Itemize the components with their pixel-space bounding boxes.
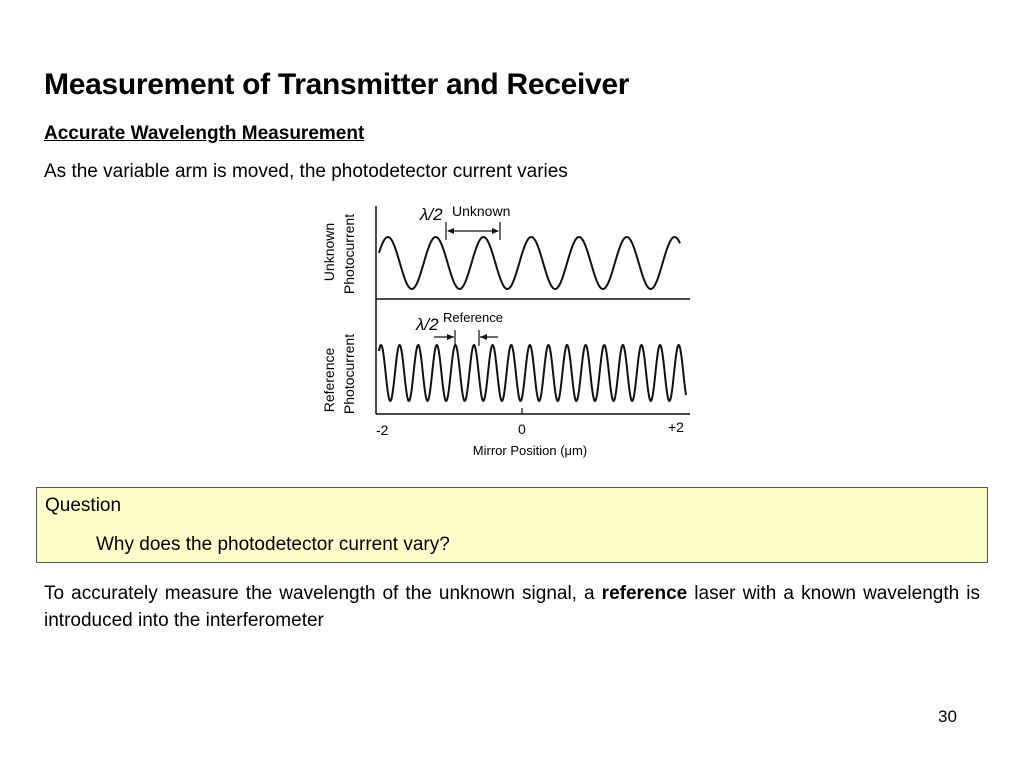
top-lambda-half-symbol: λ/2 bbox=[420, 205, 443, 224]
x-axis-label: Mirror Position (μm) bbox=[472, 443, 588, 458]
bottom-arrowhead-left bbox=[447, 334, 454, 340]
unknown-photocurrent-wave bbox=[379, 237, 680, 289]
section-subtitle: Accurate Wavelength Measurement bbox=[44, 123, 365, 144]
tick-label-right: +2 bbox=[668, 419, 684, 435]
page-number: 30 bbox=[938, 707, 957, 726]
top-arrowhead-left bbox=[447, 228, 454, 234]
question-label: Question bbox=[45, 495, 122, 516]
paragraph-before: To accurately measure the wavelength of the unknown signal, a bbox=[44, 583, 602, 604]
top-ylabel-line1: Unknown bbox=[321, 222, 337, 282]
question-box bbox=[36, 487, 988, 563]
bottom-ylabel-line2: Photocurrent bbox=[341, 333, 357, 415]
body-paragraph bbox=[44, 580, 980, 634]
paragraph-bold-term: reference bbox=[601, 583, 688, 604]
tick-label-left: -2 bbox=[376, 422, 389, 438]
bottom-lambda-half-symbol: λ/2 bbox=[416, 315, 439, 334]
bottom-ylabel-line1: Reference bbox=[321, 347, 337, 413]
tick-label-zero: 0 bbox=[518, 421, 526, 437]
intro-text: As the variable arm is moved, the photodetector current varies bbox=[44, 161, 568, 182]
top-annotation-label: Unknown bbox=[452, 203, 511, 219]
interferometer-figure bbox=[312, 196, 702, 466]
slide-title: Measurement of Transmitter and Receiver bbox=[44, 68, 630, 101]
top-arrowhead-right bbox=[492, 228, 499, 234]
paragraph-after: laser with a known wavelength is introduced into the interferometer bbox=[44, 583, 980, 631]
reference-photocurrent-wave bbox=[379, 345, 686, 401]
top-ylabel-line2: Photocurrent bbox=[341, 213, 357, 295]
question-text: Why does the photodetector current vary? bbox=[96, 534, 450, 555]
bottom-arrowhead-right bbox=[480, 334, 487, 340]
bottom-annotation-label: Reference bbox=[443, 310, 503, 325]
photocurrent-plot bbox=[312, 196, 702, 466]
